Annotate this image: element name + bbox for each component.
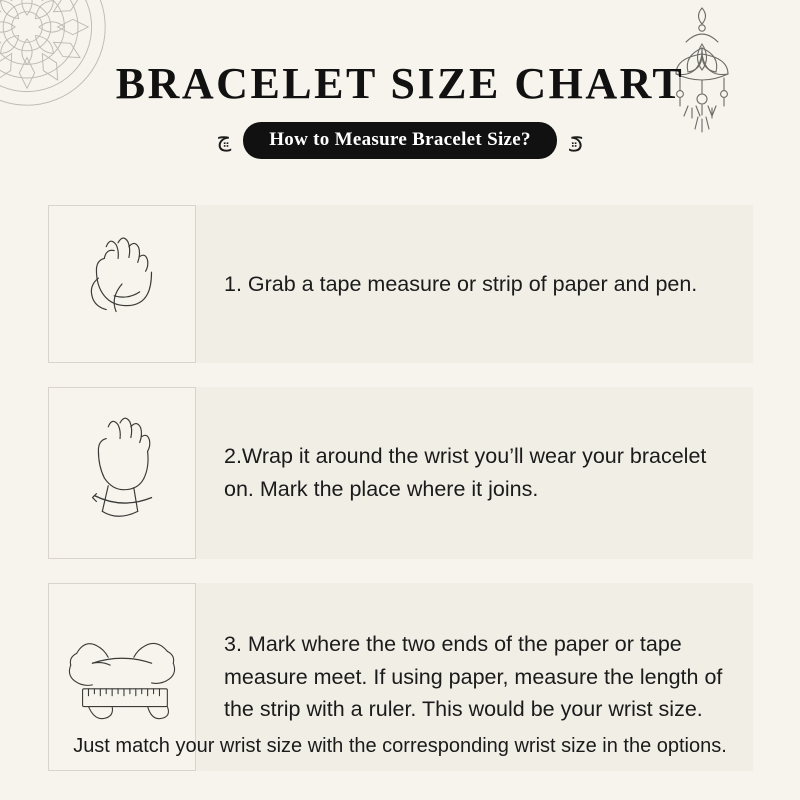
page-title: BRACELET SIZE CHART [115,59,685,108]
subtitle-row [0,122,800,159]
hand-with-tape-illustration [48,205,196,363]
step-text: 1. Grab a tape measure or strip of paper and pen. [224,271,698,296]
step-text: 3. Mark where the two ends of the paper or tape measure meet. If using paper, measure the length of the strip with a ruler. This would be your wrist size. [224,631,723,722]
steps-list [48,205,753,795]
flourish-left-icon: ڇ [216,126,232,151]
list-item [48,387,753,559]
wrist-wrap-illustration [48,387,196,559]
footer-note: Just match your wrist size with the corresponding wrist size in the options. [73,735,727,757]
flourish-right-icon: ڇ [568,126,584,151]
list-item [48,205,753,363]
subtitle-badge: How to Measure Bracelet Size? [243,122,557,159]
step-text: 2.Wrap it around the wrist you’ll wear your bracelet on. Mark the place where it joins. [224,444,707,501]
